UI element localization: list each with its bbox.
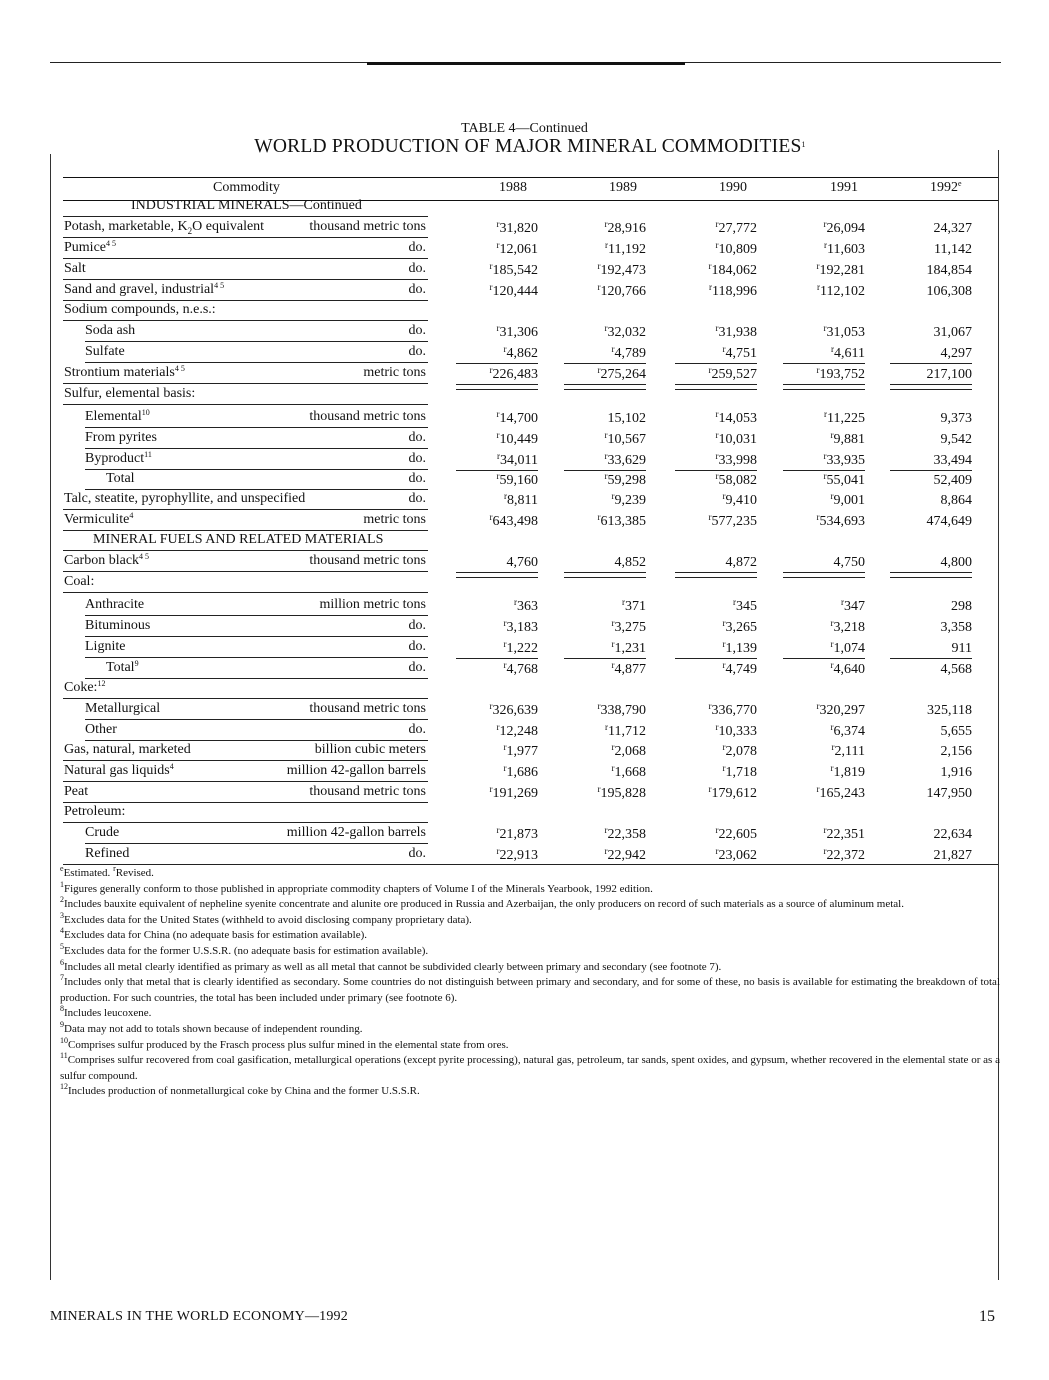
data-cell: 22,634: [933, 827, 972, 842]
row-rule: [63, 530, 428, 531]
row-unit: do.: [408, 722, 426, 737]
column-double-rule: [675, 384, 757, 390]
column-rule: [456, 470, 538, 471]
column-double-rule: [890, 384, 972, 390]
data-cell: $^r$10,031: [715, 430, 757, 447]
row-label: Natural gas liquids$^4$: [64, 762, 174, 778]
data-cell: $^r$27,772: [715, 219, 757, 236]
data-cell: $^r$10,809: [715, 240, 757, 257]
row-rule: [85, 427, 428, 428]
row-label: Soda ash: [85, 323, 136, 338]
data-cell: $^r$4,789: [611, 344, 646, 361]
data-cell: $^r$4,862: [503, 344, 538, 361]
data-cell: 147,950: [926, 786, 972, 801]
data-cell: $^r$643,498: [489, 512, 538, 529]
data-cell: 325,118: [927, 703, 972, 718]
row-label: Elemental$^{10}$: [85, 408, 150, 424]
data-cell: 9,542: [940, 432, 972, 447]
row-label: Carbon black$^{4 5}$: [64, 552, 150, 568]
data-cell: $^r$338,790: [597, 701, 646, 718]
column-rule: [783, 470, 865, 471]
row-unit: thousand metric tons: [309, 219, 426, 234]
column-rule: [456, 363, 538, 364]
row-rule: [85, 615, 428, 616]
data-cell: $^r$1,819: [830, 763, 865, 780]
column-rule: [890, 363, 972, 364]
row-rule: [63, 279, 428, 280]
data-cell: $^r$336,770: [708, 701, 757, 718]
data-cell: 4,800: [940, 555, 972, 570]
data-cell: $^r$14,053: [715, 409, 757, 426]
row-unit: do.: [408, 471, 426, 486]
row-label: Byproduct$^{11}$: [85, 450, 152, 466]
column-rule: [564, 363, 646, 364]
data-cell: $^r$345: [733, 597, 757, 614]
row-rule: [85, 636, 428, 637]
data-cell: $^r$11,712: [605, 722, 646, 739]
row-label: Sand and gravel, industrial$^{4 5}$: [64, 281, 225, 297]
column-header-commodity: Commodity: [213, 180, 280, 195]
row-label: Petroleum:: [64, 804, 126, 819]
row-label: Coke:$^{12}$: [64, 679, 106, 695]
column-double-rule: [675, 572, 757, 578]
data-cell: $^r$23,062: [715, 846, 757, 863]
data-cell: $^r$4,611: [831, 344, 865, 361]
column-rule: [456, 658, 538, 659]
row-unit: thousand metric tons: [309, 553, 426, 568]
column-rule: [890, 658, 972, 659]
data-cell: $^r$9,001: [830, 491, 865, 508]
data-cell: $^r$31,820: [496, 219, 538, 236]
footnote: $^e$Estimated. $^r$Revised.: [60, 864, 154, 879]
data-cell: $^r$179,612: [708, 784, 757, 801]
row-unit: do.: [408, 240, 426, 255]
row-unit: do.: [408, 282, 426, 297]
row-label: Talc, steatite, pyrophyllite, and unspecified: [64, 491, 306, 506]
row-rule: [85, 678, 428, 679]
data-cell: 4,852: [614, 555, 646, 570]
data-cell: 31,067: [933, 325, 972, 340]
row-rule: [85, 341, 428, 342]
row-rule: [63, 550, 428, 551]
data-cell: $^r$8,811: [504, 491, 538, 508]
data-cell: $^r$6,374: [830, 722, 865, 739]
row-label: Crude: [85, 825, 120, 840]
row-rule: [63, 698, 428, 699]
section-heading: MINERAL FUELS AND RELATED MATERIALS: [93, 532, 384, 547]
data-cell: $^r$26,094: [823, 219, 865, 236]
data-cell: $^r$1,668: [611, 763, 646, 780]
data-cell: $^r$28,916: [604, 219, 646, 236]
row-unit: million metric tons: [319, 597, 426, 612]
footnotes: [60, 866, 1000, 1100]
data-cell: $^r$3,275: [611, 618, 646, 635]
row-unit: million 42-gallon barrels: [286, 763, 426, 778]
table-title: WORLD PRODUCTION OF MAJOR MINERAL COMMODITIES$^1$: [254, 136, 806, 157]
row-label: Vermiculite$^4$: [64, 511, 134, 527]
data-cell: $^r$577,235: [708, 512, 757, 529]
column-rule: [783, 363, 865, 364]
row-label: Sulfate: [85, 344, 125, 359]
column-double-rule: [564, 572, 646, 578]
row-label: Anthracite: [85, 597, 145, 612]
data-cell: $^r$120,444: [489, 282, 538, 299]
data-cell: $^r$22,942: [604, 846, 646, 863]
data-cell: $^r$347: [841, 597, 865, 614]
row-label: Pumice$^{4 5}$: [64, 239, 116, 255]
row-rule: [63, 320, 428, 321]
footnote: $^4$Excludes data for China (no adequate basis for estimation available).: [60, 926, 368, 942]
data-cell: $^r$112,102: [817, 282, 865, 299]
column-rule: [564, 658, 646, 659]
row-label: Metallurgical: [85, 701, 161, 716]
top-rule-bold: [367, 62, 685, 65]
column-header-year: 1989: [609, 180, 637, 195]
data-cell: 4,760: [506, 555, 538, 570]
data-cell: $^r$31,938: [715, 323, 757, 340]
row-label: From pyrites: [85, 430, 157, 445]
data-cell: $^r$12,248: [496, 722, 538, 739]
footnote: $^{12}$Includes production of nonmetallurgical coke by China and the former U.S.S.R.: [60, 1082, 420, 1098]
data-cell: $^r$4,751: [722, 344, 757, 361]
column-rule: [675, 658, 757, 659]
column-header-year: 1991: [830, 180, 858, 195]
column-rule: [564, 470, 646, 471]
data-cell: $^r$226,483: [489, 365, 538, 382]
data-cell: $^r$10,567: [604, 430, 646, 447]
data-cell: $^r$192,473: [597, 261, 646, 278]
data-cell: $^r$1,222: [503, 639, 538, 656]
row-rule: [63, 781, 428, 782]
footnote: $^2$Includes bauxite equivalent of nepheline syenite concentrate and alunite ore produced in Russia and Azerbaijan, the only producers on record of such materials as a source of aluminum metal.: [60, 895, 904, 911]
row-unit: metric tons: [363, 512, 426, 527]
row-rule: [85, 740, 428, 741]
row-label: Total$^9$: [106, 659, 139, 675]
data-cell: 24,327: [933, 221, 972, 236]
row-unit: do.: [408, 323, 426, 338]
row-label: Coal:: [64, 574, 95, 589]
data-cell: $^r$1,231: [611, 639, 646, 656]
data-cell: 21,827: [933, 848, 972, 863]
data-cell: $^r$1,718: [722, 763, 757, 780]
data-cell: 5,655: [940, 724, 972, 739]
data-cell: $^r$33,629: [604, 451, 646, 468]
column-double-rule: [783, 572, 865, 578]
data-cell: $^r$32,032: [604, 323, 646, 340]
running-footer: MINERALS IN THE WORLD ECONOMY—1992: [50, 1309, 348, 1324]
data-cell: $^r$9,239: [611, 491, 646, 508]
row-unit: do.: [408, 430, 426, 445]
right-margin-rule: [998, 150, 999, 1280]
data-cell: $^r$11,225: [824, 409, 865, 426]
row-rule: [85, 469, 428, 470]
footnote: $^8$Includes leucoxene.: [60, 1004, 152, 1020]
column-header-year: 1988: [499, 180, 527, 195]
row-rule: [85, 843, 428, 844]
data-cell: $^r$3,218: [830, 618, 865, 635]
row-label: Other: [85, 722, 117, 737]
row-rule: [85, 489, 428, 490]
data-cell: $^r$165,243: [816, 784, 865, 801]
data-cell: $^r$22,351: [823, 825, 865, 842]
row-unit: thousand metric tons: [309, 701, 426, 716]
data-cell: $^r$9,410: [722, 491, 757, 508]
data-cell: $^r$14,700: [496, 409, 538, 426]
data-cell: 11,142: [934, 242, 972, 257]
data-cell: $^r$1,074: [830, 639, 865, 656]
data-cell: $^r$58,082: [715, 471, 757, 488]
data-cell: $^r$275,264: [597, 365, 646, 382]
data-cell: $^r$3,265: [722, 618, 757, 635]
row-label: Potash, marketable, $K_2O$ equivalent: [64, 219, 265, 236]
row-label: Strontium materials$^{4 5}$: [64, 364, 185, 380]
column-double-rule: [890, 572, 972, 578]
data-cell: $^r$4,877: [611, 660, 646, 677]
row-label: Bituminous: [85, 618, 151, 633]
data-cell: $^r$185,542: [489, 261, 538, 278]
data-cell: 4,872: [725, 555, 757, 570]
column-rule: [675, 363, 757, 364]
data-cell: 15,102: [607, 411, 646, 426]
data-cell: 8,864: [940, 493, 972, 508]
row-unit: do.: [408, 344, 426, 359]
row-rule: [63, 258, 428, 259]
data-cell: $^r$118,996: [709, 282, 757, 299]
row-rule: [63, 404, 428, 405]
column-double-rule: [783, 384, 865, 390]
column-rule: [783, 658, 865, 659]
data-cell: 9,373: [940, 411, 972, 426]
row-unit: billion cubic meters: [314, 742, 426, 757]
row-rule: [63, 509, 428, 510]
column-header-year: 1990: [719, 180, 747, 195]
data-cell: $^r$22,372: [823, 846, 865, 863]
row-unit: metric tons: [363, 365, 426, 380]
row-label: Salt: [64, 261, 86, 276]
data-cell: $^r$21,873: [496, 825, 538, 842]
data-cell: $^r$31,306: [496, 323, 538, 340]
footnote: $^{11}$Comprises sulfur recovered from coal gasification, metallurgical operations (except pyrite processing), natural gas, petroleum, tar sands, spent oxides, and gypsum, whether recovered in the elemental state or as a sulfur compound.: [60, 1051, 1000, 1082]
data-cell: $^r$12,061: [496, 240, 538, 257]
data-cell: $^r$1,977: [503, 742, 538, 759]
section-heading: INDUSTRIAL MINERALS—Continued: [131, 198, 362, 213]
data-cell: $^r$3,183: [503, 618, 538, 635]
data-cell: $^r$33,998: [715, 451, 757, 468]
data-cell: 474,649: [926, 514, 972, 529]
row-label: Sodium compounds, n.e.s.:: [64, 302, 216, 317]
row-rule: [85, 719, 428, 720]
data-cell: $^r$22,605: [715, 825, 757, 842]
row-label: Peat: [64, 784, 89, 799]
row-unit: million 42-gallon barrels: [286, 825, 426, 840]
data-cell: $^r$22,358: [604, 825, 646, 842]
footnote: $^6$Includes all metal clearly identified as primary as well as all metal that cannot be subdivided clearly between primary and secondary (see footnote 7).: [60, 957, 722, 973]
data-cell: $^r$4,749: [722, 660, 757, 677]
column-double-rule: [456, 384, 538, 390]
data-cell: 2,156: [940, 744, 972, 759]
column-header-year: 1992e: [930, 179, 962, 195]
row-rule: [85, 362, 428, 363]
data-cell: $^r$11,192: [605, 240, 646, 257]
footnote: $^5$Excludes data for the former U.S.S.R. (no adequate basis for estimation available).: [60, 941, 429, 957]
footnote: $^{10}$Comprises sulfur produced by the Frasch process plus sulfur mined in the elemental state from ores.: [60, 1035, 509, 1051]
data-cell: $^r$1,139: [722, 639, 757, 656]
data-cell: 52,409: [933, 473, 972, 488]
row-label: Sulfur, elemental basis:: [64, 386, 196, 401]
row-rule: [85, 657, 428, 658]
row-unit: do.: [408, 261, 426, 276]
data-cell: $^r$34,011: [497, 451, 538, 468]
data-cell: 4,750: [833, 555, 865, 570]
footnote: $^3$Excludes data for the United States (withheld to avoid disclosing company proprietary data).: [60, 910, 472, 926]
row-unit: thousand metric tons: [309, 409, 426, 424]
row-label: Lignite: [85, 639, 126, 654]
data-cell: $^r$191,269: [489, 784, 538, 801]
row-rule: [63, 216, 428, 217]
data-cell: $^r$59,160: [496, 471, 538, 488]
row-unit: do.: [408, 846, 426, 861]
data-cell: 4,297: [940, 346, 972, 361]
row-rule: [63, 802, 428, 803]
data-cell: $^r$326,639: [489, 701, 538, 718]
page-number: 15: [979, 1308, 995, 1325]
footnote: $^9$Data may not add to totals shown because of independent rounding.: [60, 1019, 363, 1035]
data-cell: 217,100: [926, 367, 972, 382]
data-cell: $^r$259,527: [708, 365, 757, 382]
data-cell: $^r$193,752: [816, 365, 865, 382]
column-rule: [890, 470, 972, 471]
footnote: $^7$Includes only that metal that is clearly identified as secondary. Some countries do not distinguish between primary and secondary, and for some of these, no basis is available for estimating the breakdown of total production. For such countries, the total has been included under primary (see footnote 6).: [60, 973, 1000, 1004]
row-unit: do.: [408, 451, 426, 466]
data-cell: 298: [951, 599, 972, 614]
data-cell: 4,568: [940, 662, 972, 677]
data-cell: $^r$184,062: [708, 261, 757, 278]
left-margin-rule: [50, 154, 51, 1280]
column-double-rule: [564, 384, 646, 390]
data-cell: $^r$363: [514, 597, 538, 614]
row-unit: do.: [408, 660, 426, 675]
data-cell: $^r$2,111: [831, 742, 865, 759]
data-cell: 3,358: [940, 620, 972, 635]
data-cell: $^r$10,449: [496, 430, 538, 447]
row-unit: do.: [408, 491, 426, 506]
table-label: TABLE 4—Continued: [461, 121, 588, 136]
data-cell: $^r$371: [622, 597, 646, 614]
data-cell: $^r$195,828: [597, 784, 646, 801]
row-label: Refined: [85, 846, 130, 861]
data-cell: $^r$10,333: [715, 722, 757, 739]
data-cell: $^r$11,603: [824, 240, 865, 257]
row-unit: thousand metric tons: [309, 784, 426, 799]
data-cell: $^r$9,881: [830, 430, 865, 447]
row-rule: [63, 822, 428, 823]
row-label: Total: [106, 471, 135, 486]
row-label: Gas, natural, marketed: [64, 742, 191, 757]
column-rule: [675, 470, 757, 471]
data-cell: 106,308: [926, 284, 972, 299]
row-rule: [63, 592, 428, 593]
row-rule: [63, 383, 428, 384]
data-cell: 1,916: [940, 765, 972, 780]
row-unit: do.: [408, 618, 426, 633]
data-cell: $^r$120,766: [597, 282, 646, 299]
data-cell: $^r$2,068: [611, 742, 646, 759]
data-cell: 184,854: [926, 263, 972, 278]
data-cell: $^r$2,078: [722, 742, 757, 759]
data-cell: $^r$31,053: [823, 323, 865, 340]
data-cell: $^r$1,686: [503, 763, 538, 780]
row-unit: do.: [408, 639, 426, 654]
row-rule: [63, 571, 428, 572]
table-bottom-rule: [63, 864, 998, 865]
data-cell: $^r$59,298: [604, 471, 646, 488]
data-cell: $^r$22,913: [496, 846, 538, 863]
data-cell: $^r$4,640: [830, 660, 865, 677]
row-rule: [63, 760, 428, 761]
row-rule: [85, 448, 428, 449]
row-rule: [63, 300, 428, 301]
data-cell: $^r$534,693: [816, 512, 865, 529]
data-cell: $^r$55,041: [823, 471, 865, 488]
data-cell: $^r$4,768: [503, 660, 538, 677]
data-cell: $^r$613,385: [597, 512, 646, 529]
data-cell: $^r$33,935: [823, 451, 865, 468]
data-cell: 33,494: [933, 453, 972, 468]
data-cell: $^r$320,297: [816, 701, 865, 718]
footnote: $^1$Figures generally conform to those published in appropriate commodity chapters of Volume I of the Minerals Yearbook, 1992 edition.: [60, 879, 653, 895]
column-double-rule: [456, 572, 538, 578]
row-rule: [63, 237, 428, 238]
data-cell: $^r$192,281: [816, 261, 865, 278]
data-cell: 911: [951, 641, 972, 656]
